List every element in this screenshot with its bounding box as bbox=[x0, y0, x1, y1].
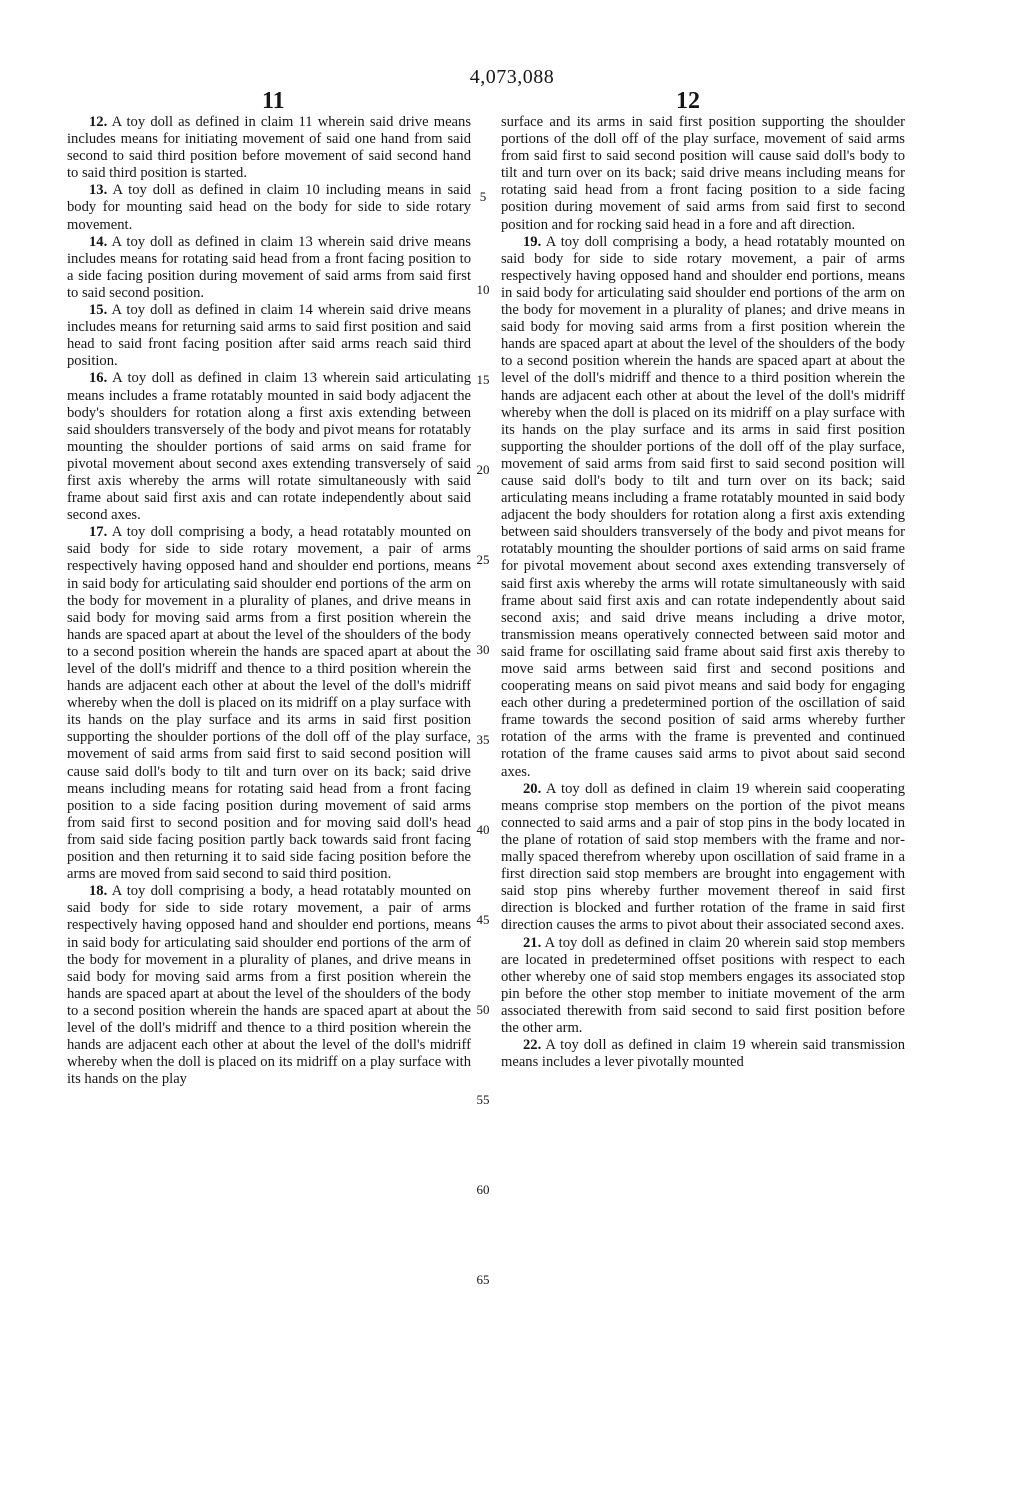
left-text-column bbox=[67, 114, 471, 1088]
claim-text: A toy doll comprising a body, a head rotatably mounted on said body for side to side rotary movement, a pair of arms respectively having opposed hand and shoulder end portions, means in said body for articulating said shoulder end portions of the arm of the body for movement in a plurality of planes, and drive means in said body for moving said arms from a first position wherein the hands are spaced apart at about the level of the shoulders of the body to a second position wherein the hands are spaced apart at about the level of the doll's midriff and thence to a third position wherein the hands are adjacent each other at about the level of the doll's midriff whereby when the doll is placed on its midriff on a play surface with its hands on the play bbox=[67, 883, 471, 1088]
line-number: 50 bbox=[476, 1002, 490, 1017]
claim-text: A toy doll as defined in claim 19 wherein said cooperating means comprise stop members on the portion of the pivot means connected to said arms and a pair of stop pins in the body located in the plane of rotation of said stop members with the frame and normally spaced therefrom whereby upon oscillation of said frame in a first direction said stop members are brought into engagement with said stop pins whereby further movement thereof in said first direction is blocked and further rotation of the frame in said first direction causes the arms to pivot about their associated second axes. bbox=[501, 780, 905, 934]
claim-text: A toy doll as defined in claim 13 wherein said drive means includes means for rotating said head from a front facing position to a side facing position during movement of said arms from said first to said second position. bbox=[67, 233, 471, 301]
line-number: 10 bbox=[476, 282, 490, 297]
line-number: 55 bbox=[476, 1092, 490, 1107]
line-number: 35 bbox=[476, 732, 490, 747]
right-text-column bbox=[501, 114, 905, 1071]
claim-12 bbox=[67, 114, 471, 182]
line-number: 65 bbox=[476, 1272, 490, 1287]
claim-number: 21. bbox=[523, 934, 542, 951]
claim-14 bbox=[67, 234, 471, 302]
claim-text: A toy doll as defined in claim 13 wherein said articulating means includes a frame rotatably mounted in said body adjacent the body's shoulders for rotation along a first axis extending between said shoulders transversely of the body and pivot means for rotatably mounting the shoulder portions of said arms on said frame for pivotal movement about second axes extending transversely of said first axis whereby the arms will rotate simultaneously with said frame about said first axis and can rotate independently about said second axes. bbox=[67, 370, 471, 524]
line-number: 40 bbox=[476, 822, 490, 837]
line-number: 5 bbox=[479, 189, 487, 204]
left-column-number: 11 bbox=[262, 88, 285, 114]
claim-text: A toy doll as defined in claim 20 wherein said stop members are located in predetermined offset positions with respect to each other whereby one of said stop members engages its associated stop pin before the other stop member to initiate movement of the arm associated therewith from said second to said first position before the other arm. bbox=[501, 934, 905, 1036]
claim-text: A toy doll comprising a body, a head rotatably mounted on said body for side to side rotary movement, a pair of arms respectively having opposed hand and shoulder end portions, means in said body for articulating said shoulder end portions of the arm on the body for movement in a plurality of planes; and drive means in said body for moving said arms from a first position wherein the hands are spaced apart at about the level of the shoulders of the body to a second position wherein the hands are spaced apart at about the level of the doll's midriff and thence to a third position wherein the hands are adjacent each other at about the level of the doll's midriff whereby when the doll is placed on its midriff on a play surface with its hands on the play surface and its arms in said first position supporting the shoulder portions of the doll off of the play surface, movement of said arms from said first to said second position will cause said doll's body to tilt and turn over on its back; said articulating means including a frame rotatably mounted in said body adjacent the body shoulders for rotation along a first axis extending between said shoulders transversely of the body and pivot means for rotatably mounting the shoulder portions of said arms on said frame for pivotal movement about second axes extending transversely of said first axis whereby the arms will rotate simultaneously with said frame about said first axis and can rotate independently about said second axis; and said drive means including a drive motor, transmission means operatively connected between said motor and said frame for oscillating said frame about said first axis thereby to move said arms between said first and second positions and cooperating means on said pivot means and said body for engaging each other during a predetermined portion of the oscillation of said frame towards the second position of said arms whereby further rotation of the arms with the frame is prevented and continued rotation of the frame causes said arms to pivot about said second axes. bbox=[501, 233, 905, 780]
claim-20 bbox=[501, 781, 905, 935]
claim-number: 18. bbox=[89, 883, 108, 900]
line-number: 20 bbox=[476, 462, 490, 477]
claim-text: A toy doll as defined in claim 10 including means in said body for mounting said head on the body for side to side rotary movement. bbox=[67, 182, 471, 233]
claim-text: A toy doll as defined in claim 19 wherein said transmission means includes a lever pivotally mounted bbox=[501, 1037, 905, 1071]
claim-number: 15. bbox=[89, 302, 108, 319]
claim-number: 14. bbox=[89, 233, 108, 250]
claim-text: A toy doll as defined in claim 14 wherein said drive means includes means for returning said arms to said first position and said head to said front facing position after said arms reach said third position. bbox=[67, 302, 471, 370]
claim-text: A toy doll comprising a body, a head rotatably mounted on said body for side to side rotary movement, a pair of arms respectively having opposed hand and shoulder end portions, means in said body for articulating said shoulder end portions of the arm on the body for movement in a plurality of planes, and drive means in said body for moving said arms from a first position wherein the hands are spaced apart at about the level of the shoulders of the body to a second position wherein the hands are spaced apart at about the level of the doll's midriff and thence to a third position wherein the hands are adjacent each other at about the level of the doll's midriff whereby when the doll is placed on its midriff on a play surface with its hands on the play surface and its arms in said first position supporting the shoulder portions of the doll off of the play surface, movement of said arms from said first to said second position will cause said doll's body to tilt and turn over on its back; said drive means including means for rotating said head from a front facing position to a side facing position during movement of said arms from said first to second position and for moving said doll's head from said side facing position partly back towards said front facing position and then returning it to said side facing position before the arms are moved from said second to said third position. bbox=[67, 524, 471, 883]
claim-18-continued bbox=[501, 114, 905, 234]
claim-15 bbox=[67, 302, 471, 370]
claim-16 bbox=[67, 370, 471, 524]
claim-21 bbox=[501, 935, 905, 1038]
claim-number: 12. bbox=[89, 114, 108, 130]
line-number: 30 bbox=[476, 642, 490, 657]
right-column-number: 12 bbox=[676, 88, 700, 114]
claim-number: 13. bbox=[89, 182, 108, 199]
claim-number: 17. bbox=[89, 524, 108, 541]
patent-number: 4,073,088 bbox=[469, 66, 555, 88]
line-number: 15 bbox=[476, 372, 490, 387]
claim-19 bbox=[501, 234, 905, 781]
claim-18 bbox=[67, 883, 471, 1088]
claim-number: 20. bbox=[523, 780, 542, 797]
claim-22 bbox=[501, 1037, 905, 1071]
claim-number: 22. bbox=[523, 1037, 542, 1054]
claim-text: A toy doll as defined in claim 11 wherein said drive means includes means for initiating movement of said one hand from said second to said third position before movement of said second hand to said third position is started. bbox=[67, 114, 471, 182]
claim-number: 19. bbox=[523, 233, 542, 250]
claim-text: surface and its arms in said first position supporting the shoulder portions of the doll off of the play surface, movement of said arms from said first to said second position will cause said doll's body to tilt and turn over on its back; said drive means including means for rotating said head from a front facing position to a side facing position during movement of said arms from said first to second position and for rocking said head in a fore and aft direction. bbox=[501, 114, 905, 233]
claim-13 bbox=[67, 182, 471, 233]
line-number: 25 bbox=[476, 552, 490, 567]
line-number: 60 bbox=[476, 1182, 490, 1197]
claim-number: 16. bbox=[89, 370, 108, 387]
line-number: 45 bbox=[476, 912, 490, 927]
claim-17 bbox=[67, 524, 471, 883]
